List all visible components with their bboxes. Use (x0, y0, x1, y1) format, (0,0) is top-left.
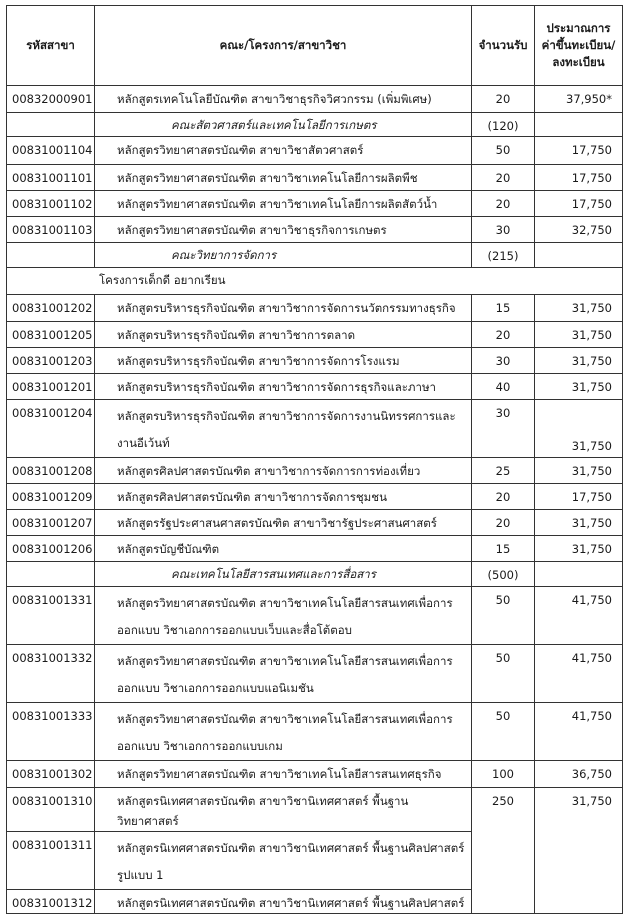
table-row (7, 536, 623, 562)
table-row (7, 348, 623, 374)
program-name: หลักสูตรบริหารธุรกิจบัณฑิต สาขาวิชาการจัดการธุรกิจและภาษา (95, 374, 472, 400)
program-name (95, 832, 472, 890)
fee: 41,750 (535, 587, 623, 645)
branch-code: 00831001310 (7, 788, 95, 832)
program-name-line-1: หลักสูตรบริหารธุรกิจบัณฑิต สาขาวิชาการจัดการงานนิทรรศการและ (117, 409, 456, 423)
branch-code: 00831001203 (7, 348, 95, 374)
quota: 15 (472, 536, 535, 562)
program-name-line-1: หลักสูตรวิทยาศาสตรบัณฑิต สาขาวิชาเทคโนโลยีสารสนเทศเพื่อการ (117, 596, 453, 610)
program-name (95, 645, 472, 703)
table-row (7, 295, 623, 322)
program-name: หลักสูตรวิทยาศาสตรบัณฑิต สาขาวิชาเทคโนโลยีการผลิตพืช (95, 165, 472, 191)
fee: 31,750 (535, 295, 623, 322)
quota: 20 (472, 484, 535, 510)
table-row (7, 788, 623, 832)
program-name-line-1: หลักสูตรนิเทศศาสตรบัณฑิต สาขาวิชานิเทศศาสตร์ พื้นฐานศิลปศาสตร์ (117, 841, 465, 855)
faculty-name: คณะสัตวศาสตร์และเทคโนโลยีการเกษตร (95, 113, 472, 137)
branch-code: 00831001312 (7, 890, 95, 914)
table-row (7, 587, 623, 645)
empty-cell (535, 243, 623, 268)
fee: 17,750 (535, 137, 623, 165)
quota: 25 (472, 458, 535, 484)
fee: 31,750 (535, 348, 623, 374)
program-name (95, 587, 472, 645)
quota: 50 (472, 137, 535, 165)
program-name: หลักสูตรวิทยาศาสตรบัณฑิต สาขาวิชาสัตวศาสตร์ (95, 137, 472, 165)
quota: 100 (472, 761, 535, 788)
fee: 41,750 (535, 703, 623, 761)
branch-code: 00831001103 (7, 217, 95, 243)
table-row (7, 137, 623, 165)
quota: 20 (472, 191, 535, 217)
fee: 17,750 (535, 484, 623, 510)
table-row (7, 374, 623, 400)
quota: 15 (472, 295, 535, 322)
table-row (7, 484, 623, 510)
fee: 31,750 (535, 458, 623, 484)
project-row (7, 268, 623, 295)
branch-code: 00831001101 (7, 165, 95, 191)
header-program: คณะ/โครงการ/สาขาวิชา (95, 6, 472, 86)
quota: 30 (472, 217, 535, 243)
faculty-name: คณะเทคโนโลยีสารสนเทศและการสื่อสาร (95, 562, 472, 587)
branch-code: 00831001204 (7, 400, 95, 458)
faculty-row (7, 562, 623, 587)
empty-cell (535, 113, 623, 137)
program-name-line-2: รูปแบบ 1 (117, 868, 164, 882)
project-name: โครงการเด็กดี อยากเรียน (7, 268, 623, 295)
quota: 50 (472, 645, 535, 703)
program-name: หลักสูตรรัฐประศาสนศาสตรบัณฑิต สาขาวิชารัฐประศาสนศาสตร์ (95, 510, 472, 536)
program-name: หลักสูตรบริหารธุรกิจบัณฑิต สาขาวิชาการตลาด (95, 322, 472, 348)
branch-code: 00831001205 (7, 322, 95, 348)
branch-code: 00832000901 (7, 86, 95, 113)
table-header-row (7, 6, 623, 86)
quota: 50 (472, 587, 535, 645)
faculty-row (7, 113, 623, 137)
quota: 50 (472, 703, 535, 761)
fee: 31,750 (535, 510, 623, 536)
table-row (7, 510, 623, 536)
program-name: หลักสูตรนิเทศศาสตรบัณฑิต สาขาวิชานิเทศศาสตร์ พื้นฐานศิลปศาสตร์ (95, 890, 472, 914)
header-fee: ประมาณการค่าขึ้นทะเบียน/ลงทะเบียน (535, 6, 623, 86)
program-name: หลักสูตรเทคโนโลยีบัณฑิต สาขาวิชาธุรกิจวิศวกรรม (เพิ่มพิเศษ) (95, 86, 472, 113)
quota: 20 (472, 322, 535, 348)
program-name-line-2: ออกแบบ วิชาเอกการออกแบบเกม (117, 739, 283, 753)
table-row (7, 458, 623, 484)
branch-code: 00831001202 (7, 295, 95, 322)
program-name (95, 703, 472, 761)
program-name: หลักสูตรวิทยาศาสตรบัณฑิต สาขาวิชาธุรกิจการเกษตร (95, 217, 472, 243)
branch-code: 00831001209 (7, 484, 95, 510)
quota: 20 (472, 165, 535, 191)
quota: 30 (472, 348, 535, 374)
fee: 31,750 (535, 374, 623, 400)
program-name: หลักสูตรบริหารธุรกิจบัณฑิต สาขาวิชาการจัดการนวัตกรรมทางธุรกิจ (95, 295, 472, 322)
table-row (7, 400, 623, 458)
header-quota: จำนวนรับ (472, 6, 535, 86)
branch-code: 00831001201 (7, 374, 95, 400)
program-name: หลักสูตรบัญชีบัณฑิต (95, 536, 472, 562)
program-name: หลักสูตรบริหารธุรกิจบัณฑิต สาขาวิชาการจัดการโรงแรม (95, 348, 472, 374)
quota: 20 (472, 510, 535, 536)
table-row (7, 217, 623, 243)
fee: 17,750 (535, 165, 623, 191)
table-row (7, 322, 623, 348)
fee: 41,750 (535, 645, 623, 703)
empty-cell (7, 243, 95, 268)
quota: 250 (472, 788, 535, 914)
table-row (7, 645, 623, 703)
fee: 17,750 (535, 191, 623, 217)
table-row (7, 191, 623, 217)
fee: 32,750 (535, 217, 623, 243)
fee: 36,750 (535, 761, 623, 788)
program-name-line-2: ออกแบบ วิชาเอกการออกแบบแอนิเมชัน (117, 681, 314, 695)
fee: 31,750 (535, 536, 623, 562)
branch-code: 00831001208 (7, 458, 95, 484)
faculty-quota: (500) (472, 562, 535, 587)
fee: 37,950* (535, 86, 623, 113)
fee: 31,750 (535, 400, 623, 458)
faculty-quota: (120) (472, 113, 535, 137)
branch-code: 00831001104 (7, 137, 95, 165)
branch-code: 00831001332 (7, 645, 95, 703)
quota: 20 (472, 86, 535, 113)
faculty-name: คณะวิทยาการจัดการ (95, 243, 472, 268)
empty-cell (7, 562, 95, 587)
program-name: หลักสูตรวิทยาศาสตรบัณฑิต สาขาวิชาเทคโนโลยีการผลิตสัตว์น้ำ (95, 191, 472, 217)
fee: 31,750 (535, 322, 623, 348)
table-row (7, 165, 623, 191)
branch-code: 00831001207 (7, 510, 95, 536)
program-name-line-2: ออกแบบ วิชาเอกการออกแบบเว็บและสื่อโต้ตอบ (117, 623, 352, 637)
branch-code: 00831001302 (7, 761, 95, 788)
faculty-quota: (215) (472, 243, 535, 268)
faculty-row (7, 243, 623, 268)
program-name: หลักสูตรศิลปศาสตรบัณฑิต สาขาวิชาการจัดการการท่องเที่ยว (95, 458, 472, 484)
branch-code: 00831001102 (7, 191, 95, 217)
branch-code: 00831001331 (7, 587, 95, 645)
empty-cell (535, 562, 623, 587)
header-code: รหัสสาขา (7, 6, 95, 86)
program-name-line-1: หลักสูตรวิทยาศาสตรบัณฑิต สาขาวิชาเทคโนโลยีสารสนเทศเพื่อการ (117, 712, 453, 726)
branch-code: 00831001311 (7, 832, 95, 890)
program-name (95, 400, 472, 458)
program-name-line-2: งานอีเว้นท์ (117, 436, 170, 450)
branch-code: 00831001333 (7, 703, 95, 761)
quota: 30 (472, 400, 535, 458)
program-name: หลักสูตรนิเทศศาสตรบัณฑิต สาขาวิชานิเทศศาสตร์ พื้นฐานวิทยาศาสตร์ (95, 788, 472, 832)
program-name-line-1: หลักสูตรวิทยาศาสตรบัณฑิต สาขาวิชาเทคโนโลยีสารสนเทศเพื่อการ (117, 654, 453, 668)
fee: 31,750 (535, 788, 623, 914)
table-row (7, 86, 623, 113)
admission-fee-table (6, 5, 623, 914)
program-name: หลักสูตรศิลปศาสตรบัณฑิต สาขาวิชาการจัดการชุมชน (95, 484, 472, 510)
empty-cell (7, 113, 95, 137)
table-row (7, 761, 623, 788)
quota: 40 (472, 374, 535, 400)
branch-code: 00831001206 (7, 536, 95, 562)
table-row (7, 703, 623, 761)
program-name: หลักสูตรวิทยาศาสตรบัณฑิต สาขาวิชาเทคโนโลยีสารสนเทศธุรกิจ (95, 761, 472, 788)
